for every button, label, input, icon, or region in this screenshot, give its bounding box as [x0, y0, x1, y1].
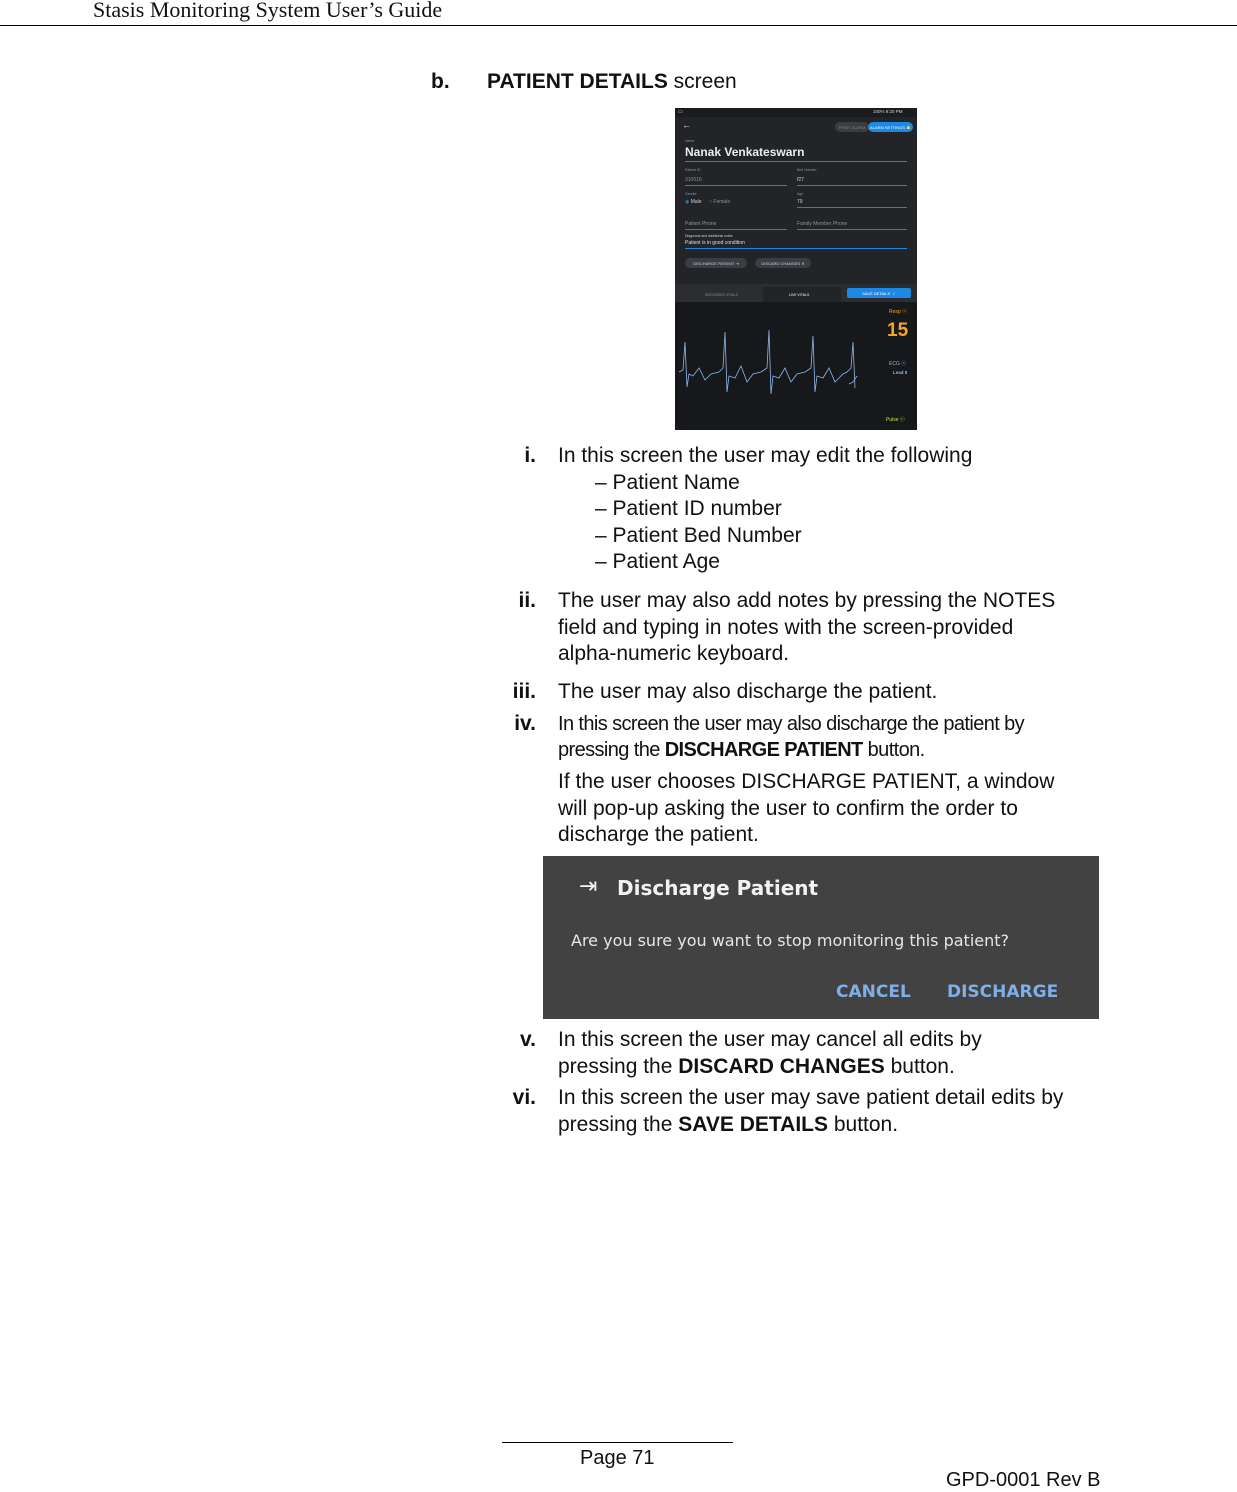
bed-field[interactable]: f27 [797, 177, 804, 183]
status-left-icon: ▭ [678, 109, 683, 115]
document-header: Stasis Monitoring System User’s Guide [93, 0, 443, 22]
discharge-dialog-screenshot [543, 856, 1099, 1019]
family-phone-field[interactable]: Family Member Phone [797, 221, 848, 227]
patient-phone-field[interactable]: Patient Phone [685, 221, 717, 227]
resp-label: Resp ⓔ [889, 309, 908, 315]
footer-rule [502, 1442, 733, 1443]
document-id: GPD-0001 Rev B [946, 1469, 1101, 1491]
dialog-title: Discharge Patient [617, 876, 819, 900]
status-time: 100% 9:20 PM [873, 109, 903, 114]
discard-changes-button[interactable]: DISCARD CHANGES ✕ [755, 258, 811, 268]
alarm-settings-button[interactable]: ALARM SETTINGS 🔔 [868, 122, 913, 132]
cancel-button[interactable]: CANCEL [836, 982, 911, 1002]
gender-label: Gender [685, 192, 697, 196]
patient-id-label: Patient ID [685, 168, 701, 172]
tab-recorded-vitals[interactable]: RECORDED VITALS [705, 293, 738, 297]
header-rule [0, 25, 1237, 26]
ecg-label: ECG ⓔ [889, 361, 907, 367]
notes-field[interactable]: Patient is in good condition [685, 240, 745, 246]
pulse-label: Pulse ⓔ [886, 417, 905, 423]
age-label: Age [797, 192, 804, 196]
name-label: Name [685, 139, 695, 143]
dialog-message: Are you sure you want to stop monitoring this patient? [571, 931, 1010, 950]
male-radio[interactable]: ◉ Male [685, 199, 702, 205]
discharge-icon: ⇥ [579, 874, 598, 899]
back-arrow-icon[interactable]: ← [682, 120, 691, 130]
section-number: b. [431, 70, 450, 93]
section-heading [431, 70, 737, 94]
bed-label: Bed Number [797, 168, 817, 172]
patient-details-screenshot [675, 108, 917, 430]
section-title: PATIENT DETAILS screen [487, 70, 737, 93]
ecg-waveform [675, 302, 917, 430]
female-radio[interactable]: ○ Female [709, 199, 731, 205]
discharge-button[interactable]: DISCHARGE [947, 982, 1059, 1002]
notes-label: Diagnosis and additional notes [685, 234, 733, 238]
ecg-lead: Lead II [893, 370, 908, 375]
resp-value: 15 [887, 320, 909, 341]
discharge-patient-button[interactable]: DISCHARGE PATIENT ⇥ [685, 258, 747, 268]
patient-id-field[interactable]: 310016 [685, 177, 702, 183]
print-alarm-button[interactable]: PRINT ALARM [835, 122, 869, 132]
save-details-button[interactable]: SAVE DETAILS ✓ [847, 288, 911, 298]
page-number: Page 71 [580, 1447, 655, 1469]
patient-name-field[interactable]: Nanak Venkateswarn [685, 145, 805, 159]
tab-live-vitals[interactable]: LIVE VITALS [789, 293, 810, 297]
age-field[interactable]: 79 [797, 199, 803, 205]
